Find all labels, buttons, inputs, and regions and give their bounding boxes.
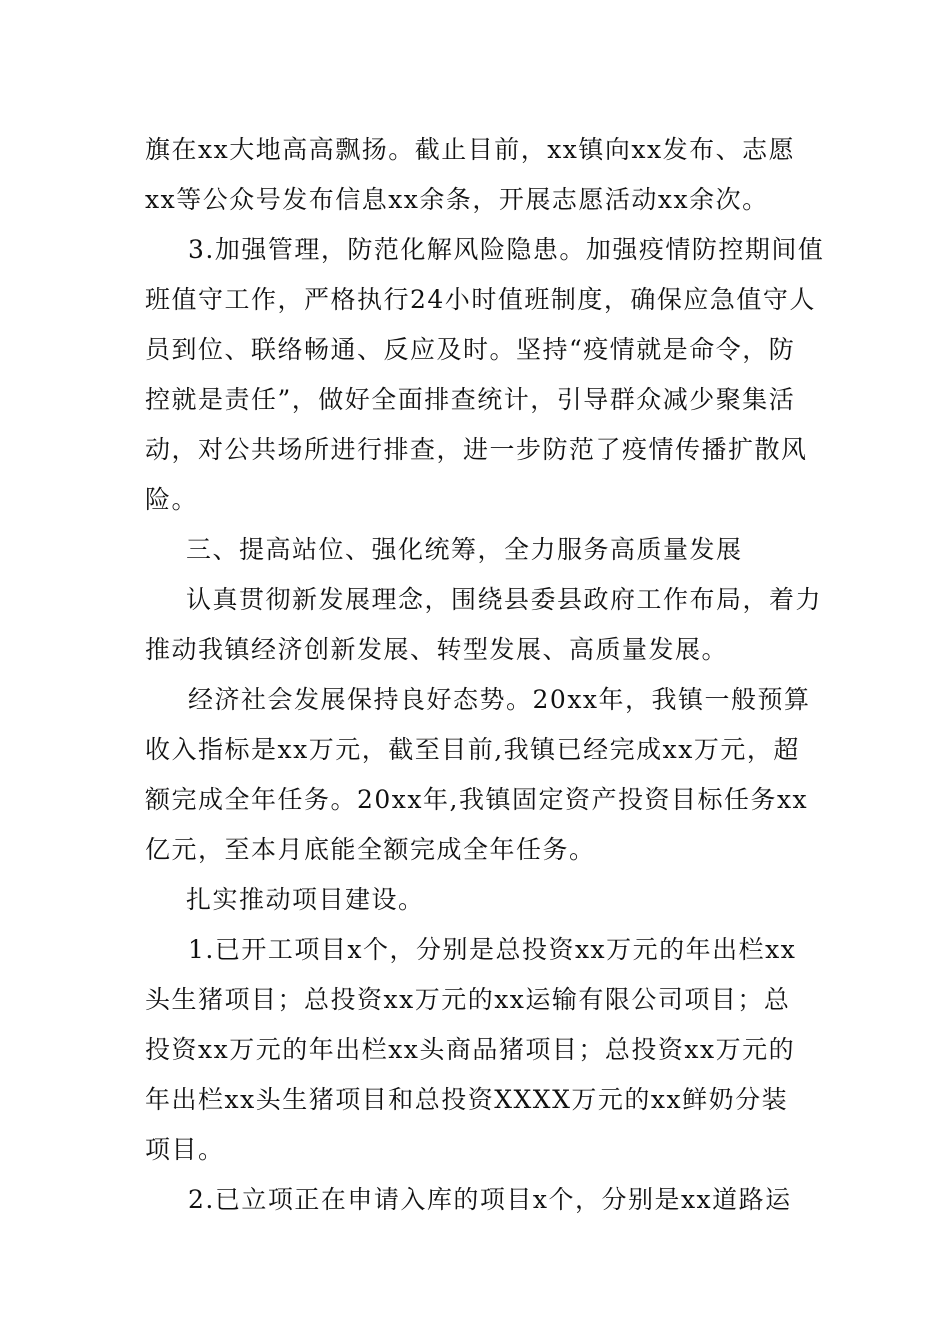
text-line: 旗在xx大地高高飘扬。截止目前，xx镇向xx发布、志愿 [145,135,796,164]
text-line: 动，对公共场所进行排查，进一步防范了疫情传播扩散风 [145,435,808,464]
list-item-1: 1.已开工项目x个，分别是总投资xx万元的年出栏xx [188,935,797,964]
paragraph-3-heading: 3.加强管理，防范化解风险隐患。加强疫情防控期间值 [188,235,825,264]
text-line: 员到位、联络畅通、反应及时。坚持“疫情就是命令，防 [145,335,796,364]
text-line: 认真贯彻新发展理念，围绕县委县政府工作布局，着力 [186,585,823,614]
text-line: 投资xx万元的年出栏xx头商品猪项目；总投资xx万元的 [145,1035,796,1064]
text-line: 控就是责任”，做好全面排查统计，引导群众减少聚集活 [145,385,796,414]
text-line: 班值守工作，严格执行24小时值班制度，确保应急值守人 [145,285,816,314]
text-line: 头生猪项目；总投资xx万元的xx运输有限公司项目；总 [145,985,791,1014]
subsection-heading: 扎实推动项目建设。 [186,885,425,914]
text-line: 经济社会发展保持良好态势。20xx年，我镇一般预算 [188,685,811,714]
text-line: 项目。 [145,1135,225,1164]
list-item-2: 2.已立项正在申请入库的项目x个，分别是xx道路运 [188,1185,792,1214]
text-line: xx等公众号发布信息xx余条，开展志愿活动xx余次。 [145,185,769,214]
text-line: 年出栏xx头生猪项目和总投资XXXX万元的xx鲜奶分装 [145,1085,789,1114]
text-line: 推动我镇经济创新发展、转型发展、高质量发展。 [145,635,729,664]
section-heading: 三、提高站位、强化统筹，全力服务高质量发展 [186,535,743,564]
text-line: 险。 [145,485,199,514]
text-line: 亿元，至本月底能全额完成全年任务。 [145,835,596,864]
text-line: 额完成全年任务。20xx年,我镇固定资产投资目标任务xx [145,785,809,814]
text-line: 收入指标是xx万元，截至目前,我镇已经完成xx万元，超 [145,735,800,764]
